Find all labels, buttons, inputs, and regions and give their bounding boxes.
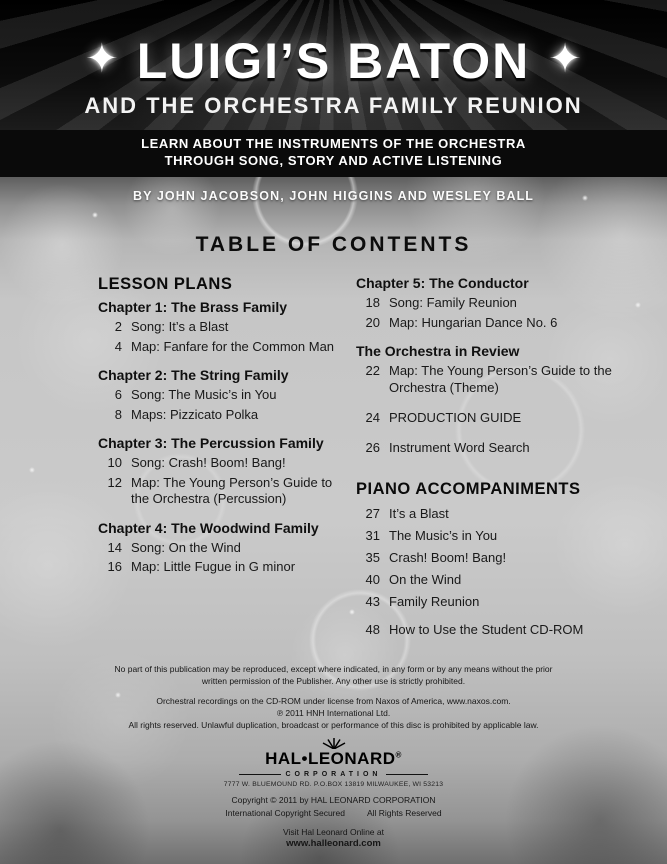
header-banner <box>0 0 667 130</box>
toc-entry-label: Map: The Young Person’s Guide to the Orchestra (Theme) <box>389 363 612 395</box>
chapter-heading: Chapter 5: The Conductor <box>356 275 529 292</box>
copyright-secured-text: International Copyright Secured <box>225 807 345 818</box>
toc-entry-page: 2 <box>114 319 122 335</box>
toc-entry <box>356 622 639 639</box>
toc-title: TABLE OF CONTENTS <box>195 233 472 257</box>
legal-notice: No part of this publication may be reproduced, except where indicated, in any form or by any means without the prior written permission of the Publisher. Any other use is strictly prohibited. <box>114 664 553 686</box>
toc-entry-page: 20 <box>365 315 380 331</box>
toc-entry-page: 22 <box>365 363 380 379</box>
toc-entry-page: 48 <box>365 621 380 637</box>
toc-entry-page: 16 <box>107 559 122 575</box>
toc-entry-label: PRODUCTION GUIDE <box>389 409 522 425</box>
registered-trademark-icon: ® <box>395 750 402 760</box>
toc-entry-label: Crash! Boom! Bang! <box>389 550 507 566</box>
toc-right-column <box>356 275 639 643</box>
hal-leonard-logo-mark <box>319 737 349 749</box>
logo-rule-right <box>386 774 428 776</box>
toc-entry-label: Map: The Young Person’s Guide to the Orchestra (Percussion) <box>131 475 333 507</box>
toc-group-chapter-1 <box>98 299 346 355</box>
toc-entry <box>98 319 346 335</box>
logo-name-text: HAL•LEONARD <box>265 749 396 769</box>
website-url: www.halleonard.com <box>286 837 381 849</box>
chapter-heading: Chapter 3: The Percussion Family <box>98 435 324 452</box>
copyright-line <box>0 807 667 820</box>
toc-entry-page: 35 <box>365 550 380 566</box>
copyright-line: Copyright © 2011 by HAL LEONARD CORPORATION <box>231 795 436 806</box>
logo-rule-left <box>239 774 281 776</box>
section-title-lesson-plans: LESSON PLANS <box>98 275 233 294</box>
toc-entry-page: 31 <box>365 528 380 544</box>
toc-entry <box>98 339 346 355</box>
toc-entry-page: 43 <box>365 593 380 609</box>
toc-entry-label: It’s a Blast <box>389 506 449 522</box>
toc-entry <box>98 455 346 471</box>
toc-entry <box>356 550 639 567</box>
toc-entry-page: 4 <box>114 339 122 355</box>
rights-reserved-text: All Rights Reserved <box>366 807 442 818</box>
tagline-line: THROUGH SONG, STORY AND ACTIVE LISTENING <box>164 153 503 169</box>
chapter-heading: Chapter 1: The Brass Family <box>98 299 288 316</box>
toc-entry-page: 27 <box>365 506 380 522</box>
toc-entry <box>356 410 639 426</box>
star-icon: ✦ <box>85 36 119 81</box>
toc-entry <box>356 440 639 456</box>
toc-entry <box>356 315 639 331</box>
toc-entry <box>356 528 639 545</box>
toc-entry <box>356 572 639 589</box>
toc-group-chapter-2 <box>98 367 346 423</box>
publisher-address: 7777 W. BLUEMOUND RD. P.O.BOX 13819 MILWAUKEE, WI 53213 <box>223 781 444 789</box>
hal-leonard-logo <box>0 737 667 788</box>
toc-entry-label: Song: On the Wind <box>131 539 241 555</box>
recording-notice-line: All rights reserved. Unlawful duplication, broadcast or performance of this disc is prohibited by applicable law. <box>128 719 539 730</box>
toc-entry-page: 6 <box>114 387 122 403</box>
byline: BY JOHN JACOBSON, JOHN HIGGINS AND WESLEY BALL <box>132 189 535 204</box>
toc-group-orchestra-review <box>356 343 639 456</box>
toc-entry <box>98 559 346 575</box>
logo-name <box>0 750 667 769</box>
toc-entry-page: 8 <box>114 407 122 423</box>
logo-corporation-row <box>0 771 667 778</box>
toc-entry-page: 40 <box>365 572 380 588</box>
star-icon: ✦ <box>548 36 582 81</box>
toc-entry <box>98 475 346 508</box>
toc-entry-label: On the Wind <box>389 572 462 588</box>
toc-entry-label: Song: It’s a Blast <box>131 319 229 335</box>
copyright-notice <box>0 794 667 820</box>
toc-entry-label: Family Reunion <box>389 593 480 609</box>
toc-entry-label: Map: Little Fugue in G minor <box>131 559 296 575</box>
toc-entry-page: 18 <box>365 295 380 311</box>
toc-columns <box>98 275 639 643</box>
toc-entry-label: Map: Fanfare for the Common Man <box>131 339 335 355</box>
book-title: LUIGI’S BATON <box>136 33 531 89</box>
toc-left-column <box>98 275 346 579</box>
toc-entry-label: Song: Family Reunion <box>389 295 517 311</box>
toc-entry-label: Map: Hungarian Dance No. 6 <box>389 315 558 331</box>
chapter-heading: Chapter 4: The Woodwind Family <box>98 519 319 536</box>
book-subtitle: AND THE ORCHESTRA FAMILY REUNION <box>84 92 583 118</box>
toc-entry <box>356 594 639 611</box>
toc-entry <box>98 407 346 423</box>
toc-entry-label: Song: The Music’s in You <box>131 387 277 403</box>
toc-entry <box>98 540 346 556</box>
recording-notice-line: ℗ 2011 HNH International Ltd. <box>276 707 391 718</box>
toc-entry-label: The Music’s in You <box>389 528 498 544</box>
toc-group-chapter-3 <box>98 435 346 507</box>
toc-group-chapter-5 <box>356 275 639 331</box>
toc-section-piano-accompaniments <box>356 480 639 638</box>
toc-entry-page: 10 <box>107 455 122 471</box>
toc-entry-label: Maps: Pizzicato Polka <box>131 407 259 423</box>
toc-entry <box>356 295 639 311</box>
logo-corporation-label: CORPORATION <box>285 771 382 779</box>
toc-entry <box>356 506 639 523</box>
recording-notice-line: Orchestral recordings on the CD-ROM under license from Naxos of America, www.naxos.com. <box>156 695 511 706</box>
tagline-line: LEARN ABOUT THE INSTRUMENTS OF THE ORCHESTRA <box>141 135 526 151</box>
chapter-heading: Chapter 2: The String Family <box>98 367 289 384</box>
section-title-piano: PIANO ACCOMPANIMENTS <box>356 480 581 499</box>
toc-group-chapter-4 <box>98 520 346 576</box>
visit-line: Visit Hal Leonard Online at <box>283 826 384 837</box>
tagline-band <box>0 130 667 178</box>
toc-entry-page: 24 <box>365 409 380 425</box>
toc-entry-label: Instrument Word Search <box>389 440 530 456</box>
toc-entry <box>98 387 346 403</box>
footer <box>0 664 667 849</box>
toc-entry-label: How to Use the Student CD-ROM <box>389 621 584 637</box>
toc-entry-label: Song: Crash! Boom! Bang! <box>131 455 286 471</box>
recording-notice <box>64 696 604 732</box>
toc-entry-page: 12 <box>107 475 122 491</box>
chapter-heading: The Orchestra in Review <box>356 343 520 360</box>
toc-entry-page: 26 <box>365 440 380 456</box>
toc-entry <box>356 363 639 396</box>
toc-entry-page: 14 <box>107 539 122 555</box>
title-row <box>0 33 667 89</box>
